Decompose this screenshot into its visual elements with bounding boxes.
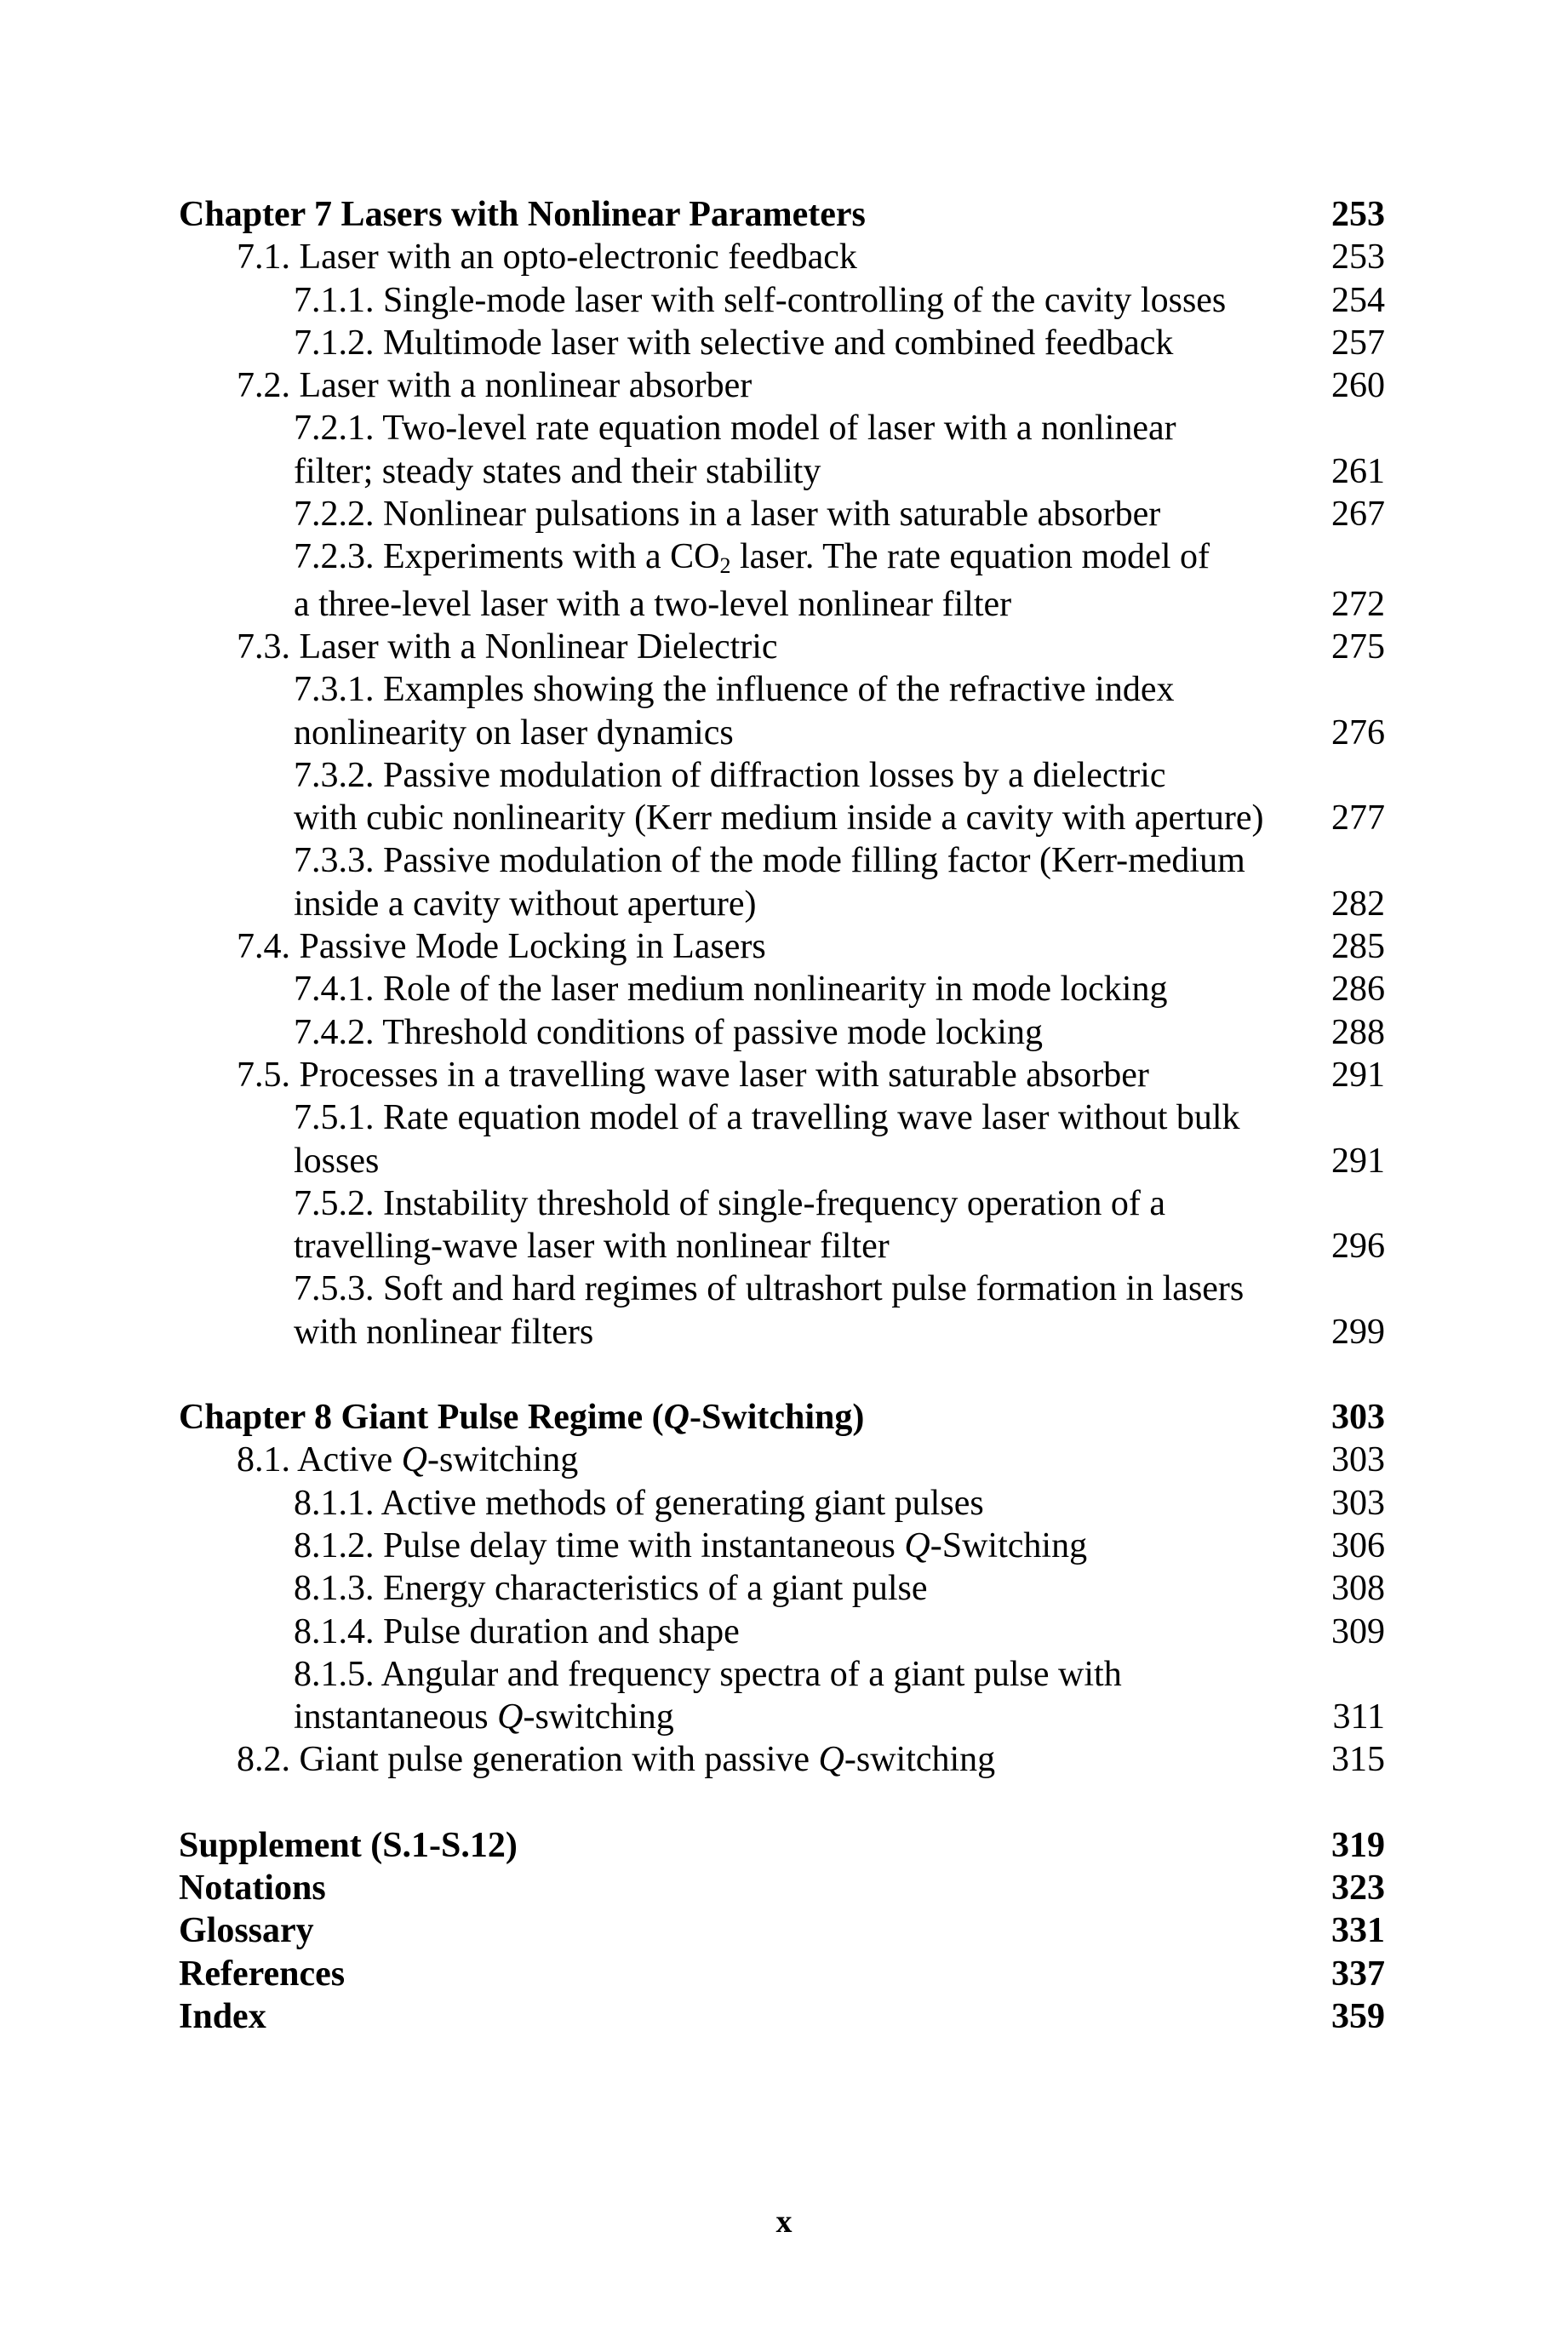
toc-text-segment: 2 (719, 553, 731, 579)
toc-entry (179, 1396, 1385, 1439)
toc-entry-text (294, 754, 1166, 797)
toc-entry-text (294, 583, 1011, 626)
toc-entry-text (294, 1525, 1087, 1567)
toc-entry-page-number: 288 (1331, 1012, 1385, 1052)
toc-entry-page-number: 272 (1331, 584, 1385, 624)
toc-entry-text (179, 1867, 326, 1909)
toc-entry (179, 754, 1385, 797)
toc-entry-text (294, 968, 1167, 1010)
toc-entry-page-number: 286 (1331, 970, 1385, 1010)
toc-entry-text (179, 193, 866, 236)
toc-entry-page-number: 261 (1331, 451, 1385, 491)
toc-entry-page-number: 337 (1331, 1954, 1385, 1994)
toc-entry (179, 450, 1385, 493)
toc-entry-text (294, 1311, 593, 1353)
toc-text-segment: 8.1.3. Energy characteristics of a giant pulse (294, 1569, 928, 1609)
toc-entry (179, 1225, 1385, 1268)
toc-entry-text (294, 1696, 674, 1738)
toc-entry-page-number: 306 (1331, 1525, 1385, 1565)
toc-entry-text (237, 236, 857, 278)
toc-entry-text (294, 407, 1176, 449)
toc-entry (179, 493, 1385, 535)
toc-entry (179, 1567, 1385, 1610)
toc-text-segment: 7.5.3. Soft and hard regimes of ultrashort pulse formation in lasers (294, 1269, 1245, 1309)
toc-entry-text (294, 1482, 984, 1525)
toc-text-segment: Q (401, 1440, 427, 1480)
toc-entry-text (294, 1268, 1244, 1310)
toc-entry (179, 1311, 1385, 1353)
toc-entry-text (179, 1824, 518, 1867)
toc-text-segment: References (179, 1954, 346, 1994)
toc-text-segment: -Switching) (690, 1398, 865, 1438)
toc-entry (179, 1182, 1385, 1225)
toc-entry-text (294, 1140, 379, 1182)
toc-text-segment: 7.1. Laser with an opto-electronic feedback (237, 237, 857, 278)
toc-text-segment: 7.5.1. Rate equation model of a travelling wave laser without bulk (294, 1098, 1240, 1138)
toc-entry (179, 797, 1385, 839)
toc-text-segment: travelling-wave laser with nonlinear filter (294, 1227, 890, 1267)
toc-text-segment: Index (179, 1996, 266, 2036)
toc-text-segment: 7.5.2. Instability threshold of single-frequency operation of a (294, 1183, 1166, 1223)
toc-text-segment: Q (904, 1525, 930, 1565)
toc-text-segment: Q (497, 1697, 524, 1737)
page-number-roman: x (775, 2204, 793, 2240)
toc-entry (179, 1738, 1385, 1781)
toc-entry-text (179, 1909, 314, 1952)
toc-entry-text (294, 535, 1210, 582)
toc-entry (179, 626, 1385, 668)
toc-entry (179, 1011, 1385, 1054)
toc-entry (179, 1953, 1385, 1995)
page-footer (0, 2200, 1568, 2243)
toc-text-segment: Notations (179, 1868, 326, 1908)
toc-entry (179, 1995, 1385, 2038)
toc-entry (179, 1525, 1385, 1567)
toc-entry (179, 712, 1385, 754)
toc-entry (179, 1824, 1385, 1867)
toc-entry-page-number: 267 (1331, 495, 1385, 535)
toc-entry-text (237, 1054, 1149, 1096)
toc-text-segment: 7.2.1. Two-level rate equation model of laser with a nonlinear (294, 409, 1176, 449)
toc-text-segment: Chapter 8 Giant Pulse Regime ( (179, 1398, 664, 1438)
toc-entry (179, 279, 1385, 322)
toc-entry-text (294, 1611, 740, 1653)
toc-text-segment: instantaneous (294, 1697, 498, 1737)
toc-text-segment: with nonlinear filters (294, 1312, 594, 1352)
toc-text-segment: inside a cavity without aperture) (294, 884, 757, 924)
toc-text-segment: -switching (426, 1440, 579, 1480)
toc-text-segment: 7.4. Passive Mode Locking in Lasers (237, 927, 766, 967)
toc-entry-text (294, 839, 1245, 882)
toc-entry-page-number: 315 (1331, 1740, 1385, 1780)
toc-text-segment: 7.4.1. Role of the laser medium nonlinearity in mode locking (294, 970, 1168, 1010)
toc-entry (179, 968, 1385, 1010)
toc-entry-text (294, 1567, 927, 1610)
toc-text-segment: 8.2. Giant pulse generation with passive (237, 1740, 819, 1780)
toc-entry (179, 1909, 1385, 1952)
toc-text-segment: nonlinearity on laser dynamics (294, 712, 734, 753)
toc-text-segment: 8.1. Active (237, 1440, 402, 1480)
toc-entry-page-number: 282 (1331, 884, 1385, 924)
toc-text-segment: laser. The rate equation model of (730, 537, 1210, 577)
toc-entry (179, 839, 1385, 882)
toc-entry-text (237, 364, 752, 407)
toc-text-segment: 7.3.3. Passive modulation of the mode filling factor (Kerr-medium (294, 841, 1245, 881)
toc-entry-text (179, 1396, 864, 1439)
toc-entry-text (294, 883, 756, 925)
toc-text-segment: 7.4.2. Threshold conditions of passive mode locking (294, 1012, 1043, 1052)
toc-entry-text (294, 712, 734, 754)
toc-entry-page-number: 285 (1331, 927, 1385, 967)
toc-text-segment: 7.2.2. Nonlinear pulsations in a laser with saturable absorber (294, 495, 1161, 535)
toc-entry-text (294, 1182, 1165, 1225)
toc-text-segment: Supplement (S.1-S.12) (179, 1825, 518, 1865)
toc-entry (179, 668, 1385, 711)
toc-entry-page-number: 254 (1331, 280, 1385, 320)
toc-text-segment: Q (663, 1398, 690, 1438)
toc-text-segment: losses (294, 1141, 380, 1181)
toc-entry-page-number: 275 (1331, 627, 1385, 667)
toc-entry-text (294, 1225, 890, 1268)
toc-entry (179, 1867, 1385, 1909)
toc-entry (179, 364, 1385, 407)
toc-entry-page-number: 291 (1331, 1055, 1385, 1095)
toc-entry-text (179, 1953, 345, 1995)
toc-text-segment: 7.2.3. Experiments with a CO (294, 537, 720, 577)
toc-entry-text (294, 797, 1263, 839)
toc-entry-text (294, 1653, 1122, 1696)
toc-entry-text (237, 1439, 578, 1481)
toc-entry (179, 1611, 1385, 1653)
toc-entry-page-number: 253 (1331, 195, 1385, 234)
toc-entry (179, 535, 1385, 582)
toc-entry-text (179, 1995, 266, 2038)
toc-entry (179, 1054, 1385, 1096)
toc-entry-page-number: 308 (1331, 1569, 1385, 1609)
toc-entry-text (294, 279, 1226, 322)
toc-entry-page-number: 276 (1331, 712, 1385, 753)
toc-entry (179, 407, 1385, 449)
toc-entry (179, 1096, 1385, 1139)
toc-text-segment: 8.1.1. Active methods of generating giant pulses (294, 1483, 984, 1523)
toc-text-segment: Q (818, 1740, 844, 1780)
toc-entry (179, 1140, 1385, 1182)
toc-text-segment: filter; steady states and their stability (294, 451, 821, 491)
toc-entry (179, 1696, 1385, 1738)
toc-entry-page-number: 277 (1331, 798, 1385, 838)
toc-entry (179, 583, 1385, 626)
toc-text-segment: -Switching (930, 1525, 1088, 1565)
table-of-contents (179, 193, 1385, 2038)
toc-text-segment: 7.1.2. Multimode laser with selective and combined feedback (294, 323, 1174, 363)
toc-text-segment: 8.1.4. Pulse duration and shape (294, 1611, 740, 1651)
toc-entry-page-number: 303 (1331, 1440, 1385, 1480)
toc-entry (179, 193, 1385, 236)
toc-entry-page-number: 253 (1331, 237, 1385, 278)
toc-entry (179, 1439, 1385, 1481)
toc-entry-page-number: 309 (1331, 1611, 1385, 1651)
toc-entry-page-number: 359 (1331, 1996, 1385, 2036)
toc-entry (179, 883, 1385, 925)
toc-text-segment: -switching (523, 1697, 674, 1737)
toc-text-segment: with cubic nonlinearity (Kerr medium inside a cavity with aperture) (294, 798, 1264, 838)
toc-entry-text (237, 925, 766, 968)
toc-entry-text (237, 1738, 995, 1781)
toc-entry-text (294, 450, 821, 493)
toc-entry-page-number: 303 (1331, 1398, 1385, 1438)
toc-entry-page-number: 296 (1331, 1227, 1385, 1267)
toc-entry-page-number: 260 (1331, 366, 1385, 406)
toc-entry-text (294, 668, 1175, 711)
toc-entry-text (294, 493, 1160, 535)
toc-text-segment: 7.1.1. Single-mode laser with self-controlling of the cavity losses (294, 280, 1227, 320)
toc-entry-page-number: 311 (1332, 1697, 1385, 1737)
toc-entry-text (294, 1096, 1240, 1139)
toc-entry-text (294, 322, 1173, 364)
toc-text-segment: Glossary (179, 1911, 314, 1951)
toc-entry-page-number: 319 (1331, 1825, 1385, 1865)
toc-entry-text (294, 1011, 1043, 1054)
toc-entry (179, 322, 1385, 364)
toc-entry-page-number: 323 (1331, 1868, 1385, 1908)
toc-text-segment: 7.3.2. Passive modulation of diffraction losses by a dielectric (294, 755, 1166, 795)
toc-text-segment: a three-level laser with a two-level nonlinear filter (294, 584, 1012, 624)
toc-text-segment: 7.5. Processes in a travelling wave laser with saturable absorber (237, 1055, 1149, 1095)
toc-entry (179, 1653, 1385, 1696)
toc-text-segment: 7.3.1. Examples showing the influence of the refractive index (294, 670, 1175, 710)
toc-entry-page-number: 291 (1331, 1141, 1385, 1181)
toc-entry (179, 1268, 1385, 1310)
toc-entry-page-number: 331 (1331, 1911, 1385, 1951)
toc-entry (179, 925, 1385, 968)
toc-text-segment: -switching (844, 1740, 996, 1780)
toc-text-segment: 8.1.2. Pulse delay time with instantaneous (294, 1525, 905, 1565)
toc-entry (179, 1482, 1385, 1525)
toc-entry (179, 236, 1385, 278)
toc-text-segment: 7.3. Laser with a Nonlinear Dielectric (237, 627, 778, 667)
toc-entry-page-number: 303 (1331, 1483, 1385, 1523)
toc-text-segment: Chapter 7 Lasers with Nonlinear Parameters (179, 195, 866, 234)
toc-entry-page-number: 257 (1331, 323, 1385, 363)
toc-text-segment: 7.2. Laser with a nonlinear absorber (237, 366, 753, 406)
toc-text-segment: 8.1.5. Angular and frequency spectra of a giant pulse with (294, 1654, 1122, 1694)
toc-entry-page-number: 299 (1331, 1312, 1385, 1352)
toc-entry-text (237, 626, 778, 668)
